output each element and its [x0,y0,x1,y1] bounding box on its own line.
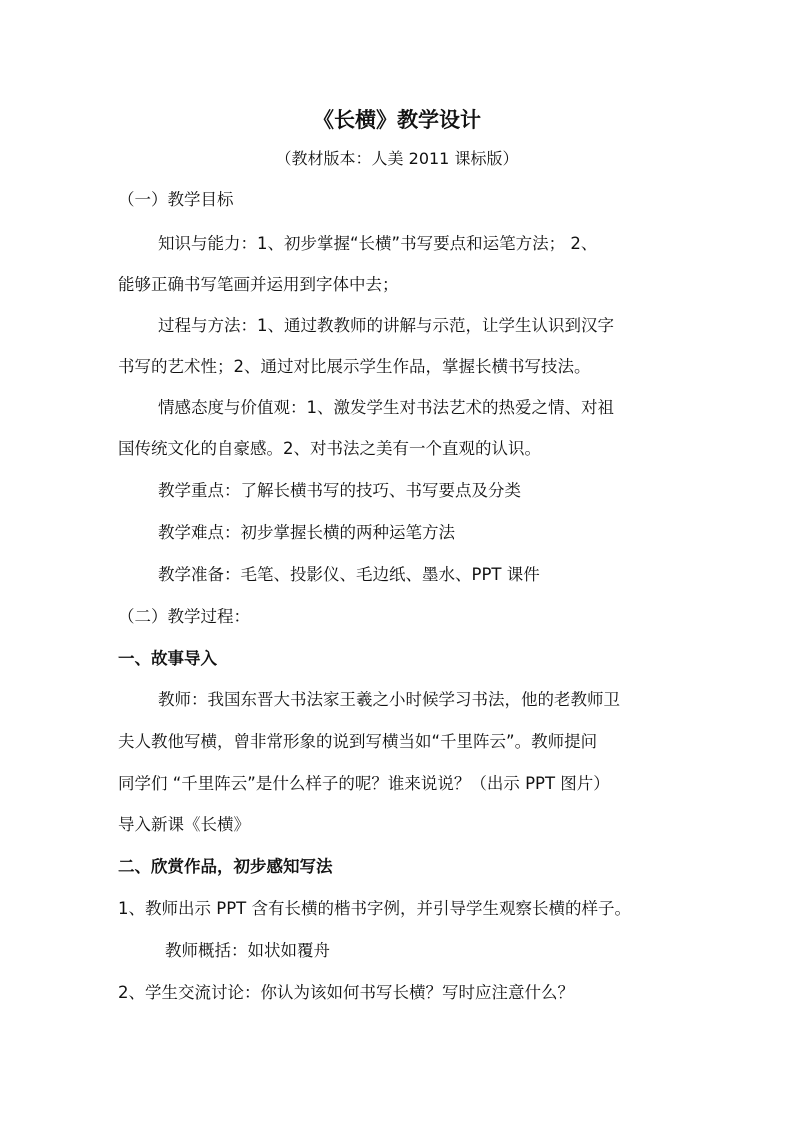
part1-line-1: 教师：我国东晋大书法家王羲之小时候学习书法，他的老教师卫 [158,690,620,709]
document-title: 《长横》教学设计 [313,108,481,132]
part1-line-3: 同学们 “千里阵云”是什么样子的呢？谁来说说？（出示 PPT 图片） [118,774,610,793]
part2-item-1: 1、教师出示 PPT 含有长横的楷书字例，并引导学生观察长横的样子。 [118,899,631,918]
part1-heading: 一、故事导入 [118,649,217,668]
part1-line-4: 导入新课《长横》 [118,815,250,834]
process-line-2: 书写的艺术性；2、通过对比展示学生作品，掌握长横书写技法。 [118,357,591,376]
part2-heading: 二、欣赏作品，初步感知写法 [118,857,333,876]
part1-line-2: 夫人教他写横，曾非常形象的说到写横当如“千里阵云”。教师提问 [118,732,598,751]
preparation: 教学准备：毛笔、投影仪、毛边纸、墨水、PPT 课件 [158,565,540,584]
document-subtitle: （教材版本：人美 2011 课标版） [275,149,519,168]
knowledge-line-2: 能够正确书写笔画并运用到字体中去； [118,275,399,294]
part2-item-2: 2、学生交流讨论：你认为该如何书写长横？写时应注意什么？ [118,983,574,1002]
key-point: 教学重点：了解长横书写的技巧、书写要点及分类 [158,481,521,500]
process-line-1: 过程与方法：1、通过教教师的讲解与示范，让学生认识到汉字 [158,316,614,335]
emotion-line-2: 国传统文化的自豪感。2、对书法之美有一个直观的认识。 [118,439,541,458]
difficulty: 教学难点：初步掌握长横的两种运笔方法 [158,523,455,542]
section-heading-process: （二）教学过程： [118,607,250,626]
emotion-line-1: 情感态度与价值观：1、激发学生对书法艺术的热爱之情、对祖 [158,398,614,417]
section-heading-objectives: （一）教学目标 [118,190,234,209]
knowledge-line-1: 知识与能力：1、初步掌握“长横”书写要点和运笔方法； 2、 [158,234,598,253]
part2-summary: 教师概括：如状如覆舟 [165,941,330,960]
